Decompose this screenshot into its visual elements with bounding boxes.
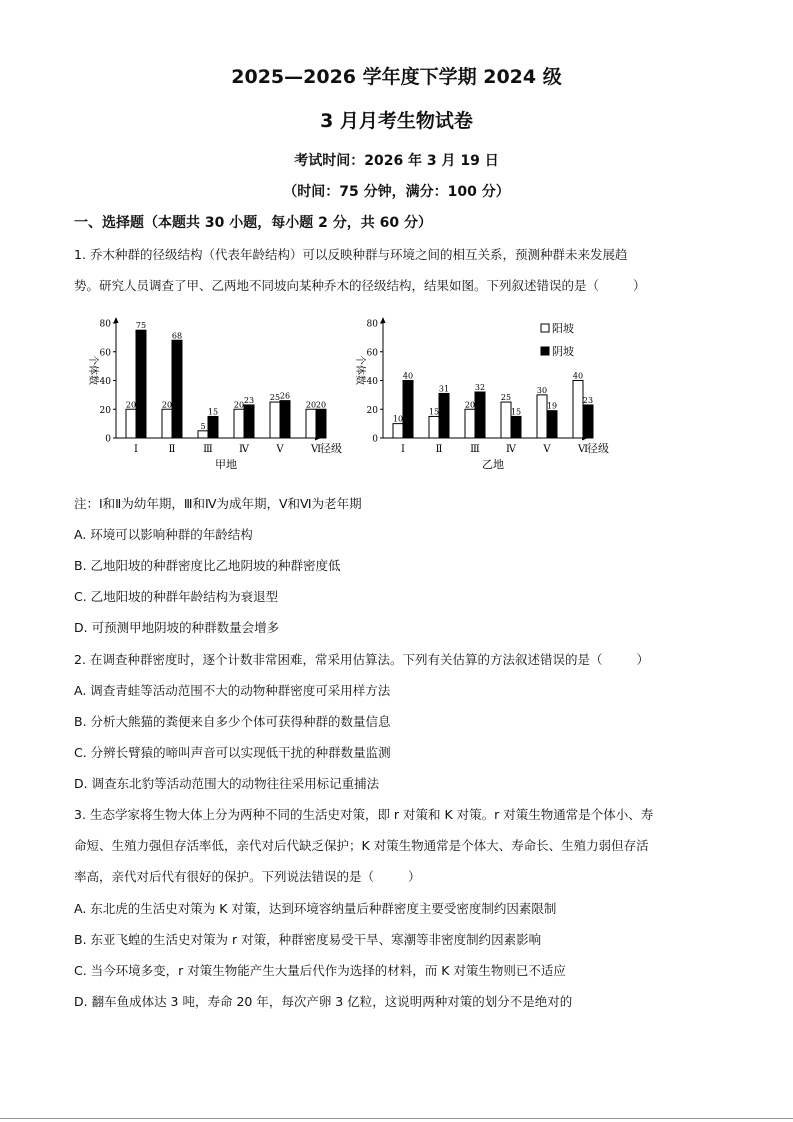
legend-label-shady: 阴坡	[552, 345, 574, 358]
bar-value-label: 23	[582, 395, 594, 405]
bar-value-label: 31	[438, 384, 450, 394]
question-stem: 率高，亲代对后代有很好的保护。下列说法错误的是（	[74, 869, 375, 884]
bar-sunny-slope	[234, 409, 244, 438]
bar-shady-slope	[136, 330, 146, 438]
y-tick-label: 60	[99, 348, 111, 359]
bar-value-label: 10	[392, 414, 404, 424]
y-tick-label: 80	[366, 319, 378, 330]
bar-shady-slope	[172, 340, 182, 438]
answer-paren-close: ）	[633, 278, 646, 293]
y-axis-label: 个体数	[354, 355, 365, 385]
y-tick-label: 40	[99, 377, 111, 387]
option-d: D. 翻车鱼成体达 3 吨，寿命 20 年，每次产卵 3 亿粒，这说明两种对策的划分不是绝对的	[74, 994, 573, 1009]
option-b: B. 乙地阳坡的种群密度比乙地阴坡的种群密度低	[74, 558, 341, 573]
option-b: B. 分析大熊猫的粪便来自多少个体可获得种群的数量信息	[74, 714, 391, 729]
bar-sunny-slope	[429, 416, 439, 438]
bar-value-label: 15	[428, 407, 440, 417]
bar-value-label: 68	[171, 331, 183, 341]
chart-yi	[345, 314, 625, 474]
x-tick-label: Ⅲ	[470, 444, 480, 455]
y-axis-arrow	[114, 317, 119, 323]
x-tick-label: Ⅲ	[203, 444, 213, 455]
bar-sunny-slope	[465, 409, 475, 438]
question-stem: 势。研究人员调查了甲、乙两地不同坡向某种乔木的径级结构，结果如图。下列叙述错误的是（	[74, 278, 600, 293]
option-a: A. 环境可以影响种群的年龄结构	[74, 527, 253, 542]
question-2-stem	[74, 650, 649, 668]
question-1-line-1	[74, 245, 627, 263]
chart-title: 乙地	[482, 458, 504, 471]
option-d: D. 调查东北豹等活动范围大的动物往往采用标记重捕法	[74, 776, 380, 791]
option-c: C. 乙地阳坡的种群年龄结构为衰退型	[74, 589, 279, 604]
option-a: A. 调查青蛙等活动范围不大的动物种群密度可采用样方法	[74, 683, 391, 698]
question-number: 1.	[74, 247, 86, 262]
section-title: 一、选择题（本题共 30 小题，每小题 2 分，共 60 分）	[74, 215, 432, 231]
question-3-line-1	[74, 805, 653, 823]
y-tick-label: 20	[366, 405, 378, 416]
y-tick-label: 80	[99, 319, 111, 330]
option-d: D. 可预测甲地阴坡的种群数量会增多	[74, 620, 280, 635]
option-a: A. 东北虎的生活史对策为 K 对策，达到环境容纳量后种群密度主要受密度制约因素限制	[74, 901, 557, 916]
question-3-line-2: 命短、生殖力强但存活率低，亲代对后代缺乏保护；K 对策生物通常是个体大、寿命长、生殖力弱但存活	[74, 838, 649, 853]
bar-value-label: 20	[125, 400, 137, 410]
x-tick-label: Ⅳ	[239, 444, 249, 455]
bar-value-label: 20	[315, 400, 327, 410]
bar-sunny-slope	[573, 381, 583, 439]
chart-note: 注：Ⅰ和Ⅱ为幼年期，Ⅲ和Ⅳ为成年期，Ⅴ和Ⅵ为老年期	[74, 496, 362, 511]
bar-value-label: 25	[269, 393, 281, 403]
question-number: 3.	[74, 807, 86, 822]
y-tick-label: 60	[366, 348, 378, 359]
bar-value-label: 23	[243, 395, 255, 405]
y-axis-label: 个体数	[87, 355, 98, 385]
x-tick-label: Ⅱ	[168, 444, 176, 455]
bar-shady-slope	[208, 416, 218, 438]
bar-value-label: 40	[402, 371, 414, 381]
y-tick-label: 0	[372, 434, 378, 445]
x-tick-label: Ⅴ	[543, 444, 551, 455]
exam-date: 考试时间：2026 年 3 月 19 日	[294, 153, 499, 169]
bar-sunny-slope	[270, 402, 280, 438]
legend-swatch-shady	[541, 347, 549, 355]
bar-shady-slope	[439, 393, 449, 438]
option-c: C. 分辨长臂猿的啼叫声音可以实现低干扰的种群数量监测	[74, 745, 391, 760]
bar-value-label: 19	[546, 401, 558, 411]
exam-title-line2: 3 月月考生物试卷	[320, 110, 473, 132]
bar-shady-slope	[280, 401, 290, 438]
legend-label-sunny: 阳坡	[552, 322, 574, 335]
x-axis-label: 径级	[320, 442, 342, 455]
x-axis-label: 径级	[587, 442, 609, 455]
x-tick-label: Ⅴ	[276, 444, 284, 455]
bar-value-label: 20	[233, 400, 245, 410]
exam-duration: （时间：75 分钟，满分：100 分）	[283, 184, 510, 200]
question-stem: 在调查种群密度时，逐个计数非常困难，常采用估算法。下列有关估算的方法叙述错误的是（	[89, 652, 603, 667]
x-tick-label: Ⅰ	[134, 444, 138, 455]
bar-value-label: 75	[135, 321, 147, 331]
bar-shady-slope	[316, 409, 326, 438]
bar-shady-slope	[583, 405, 593, 438]
answer-paren-close: ）	[636, 652, 649, 667]
question-stem: 生态学家将生物大体上分为两种不同的生活史对策，即 r 对策和 K 对策。r 对策生物通常是个体小、寿	[89, 807, 654, 822]
bar-value-label: 20	[305, 400, 317, 410]
x-tick-label: Ⅵ	[310, 444, 322, 455]
option-c: C. 当今环境多变，r 对策生物能产生大量后代作为选择的材料，而 K 对策生物则已不适应	[74, 963, 566, 978]
bar-sunny-slope	[306, 409, 316, 438]
bar-value-label: 26	[279, 391, 291, 401]
question-3-line-3	[74, 867, 421, 885]
chart-jia	[78, 314, 358, 474]
bar-value-label: 15	[207, 407, 219, 417]
bar-sunny-slope	[393, 424, 403, 438]
x-tick-label: Ⅳ	[506, 444, 516, 455]
y-axis-arrow	[381, 317, 386, 323]
bar-sunny-slope	[126, 409, 136, 438]
bar-sunny-slope	[198, 431, 208, 438]
bar-value-label: 20	[161, 400, 173, 410]
bar-sunny-slope	[501, 402, 511, 438]
bar-value-label: 15	[510, 407, 522, 417]
bar-shady-slope	[475, 392, 485, 438]
question-1-line-2	[74, 276, 646, 294]
x-tick-label: Ⅰ	[401, 444, 405, 455]
chart-title: 甲地	[215, 458, 237, 471]
y-tick-label: 0	[105, 434, 111, 445]
bar-shady-slope	[244, 405, 254, 438]
page-bottom-rule	[0, 1118, 793, 1119]
bar-shady-slope	[511, 416, 521, 438]
legend-swatch-sunny	[541, 324, 549, 332]
bar-value-label: 32	[474, 383, 486, 392]
option-b: B. 东亚飞蝗的生活史对策为 r 对策，种群密度易受干旱、寒潮等非密度制约因素影响	[74, 932, 542, 947]
bar-shady-slope	[547, 411, 557, 438]
bar-sunny-slope	[162, 409, 172, 438]
bar-value-label: 40	[572, 371, 584, 381]
y-tick-label: 20	[99, 405, 111, 416]
question-stem: 乔木种群的径级结构（代表年龄结构）可以反映种群与环境之间的相互关系，预测种群未来发展趋	[89, 247, 628, 262]
x-tick-label: Ⅱ	[435, 444, 443, 455]
x-tick-label: Ⅵ	[577, 444, 589, 455]
bar-shady-slope	[403, 381, 413, 439]
question-number: 2.	[74, 652, 86, 667]
bar-value-label: 30	[536, 385, 548, 395]
y-tick-label: 40	[366, 377, 378, 387]
bar-value-label: 25	[500, 393, 512, 403]
exam-title-line1: 2025—2026 学年度下学期 2024 级	[231, 66, 562, 88]
bar-sunny-slope	[537, 395, 547, 438]
bar-value-label: 5	[200, 421, 206, 431]
bar-value-label: 20	[464, 400, 476, 410]
answer-paren-close: ）	[408, 869, 421, 884]
